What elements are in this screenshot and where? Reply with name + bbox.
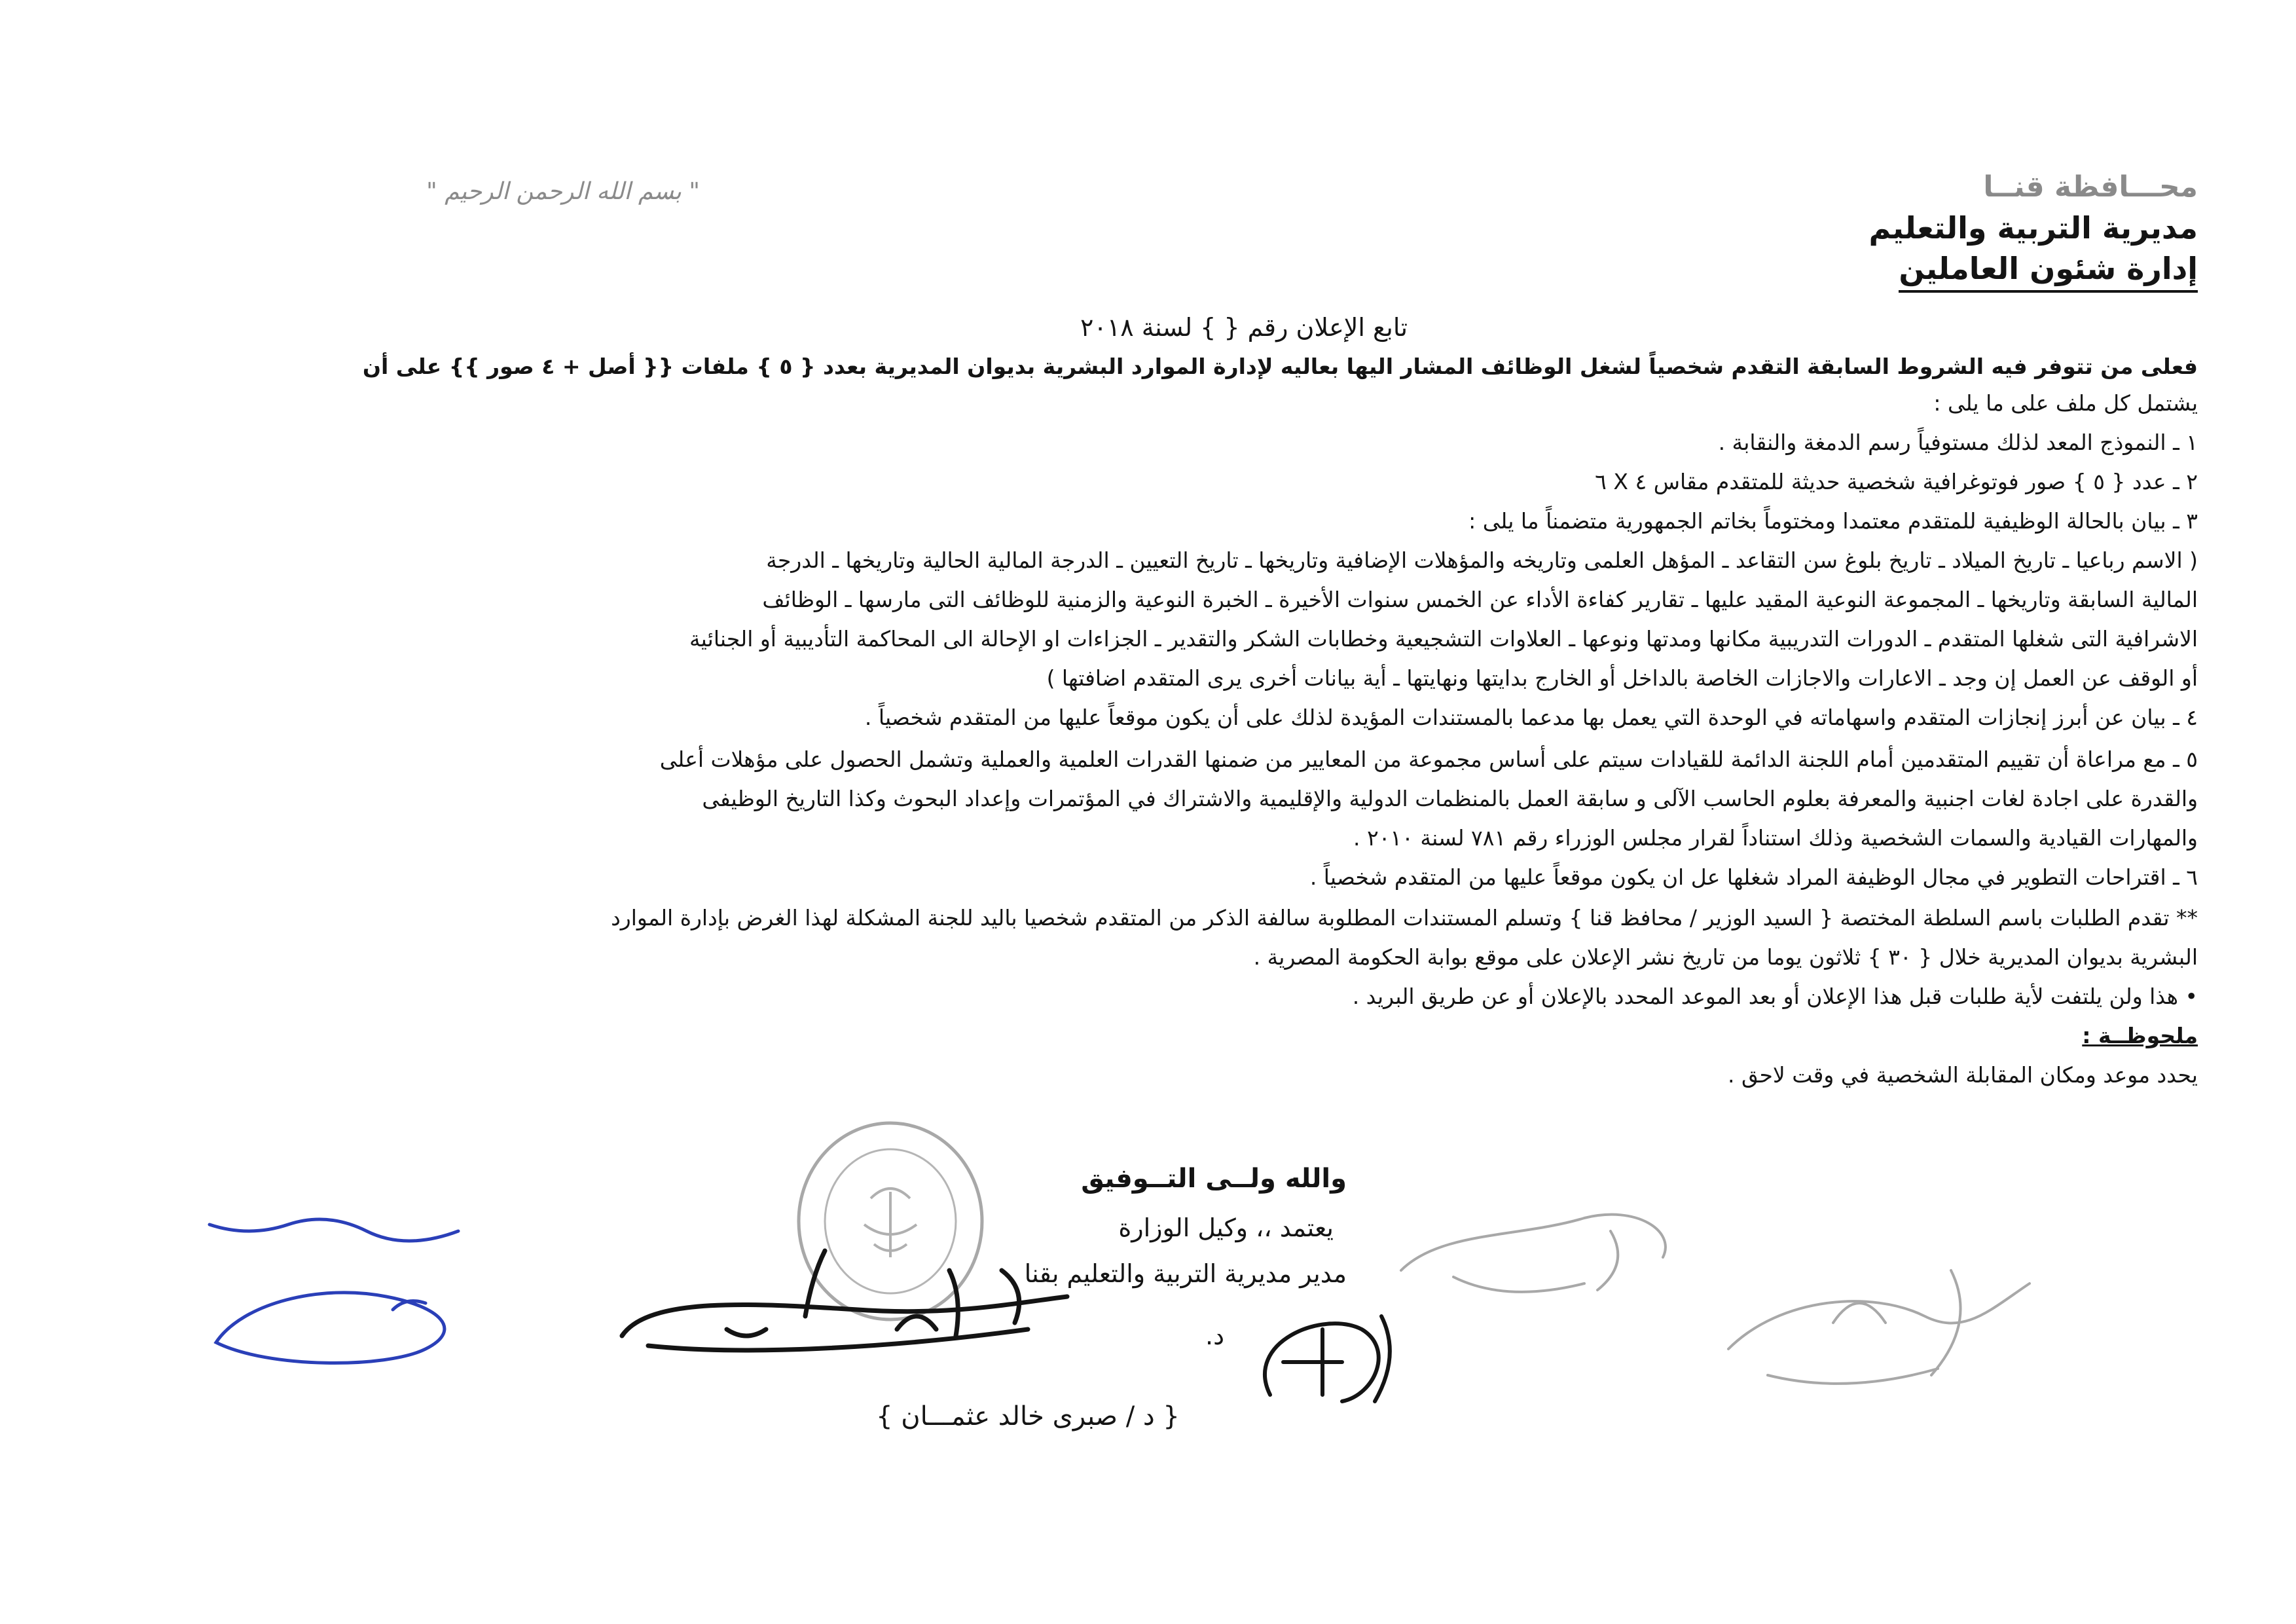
directorate-name: مديرية التربية والتعليم xyxy=(1868,210,2198,246)
salutation: والله ولــى التــوفيق xyxy=(1081,1164,1347,1194)
body-line-11: ٥ ـ مع مراعاة أن تقييم المتقدمين أمام اللجنة الدائمة للقيادات سيتم على أساس مجموعة من المعايير من ضمنها القدرات العلمية والعملية وتشمل الحصول على مؤهلات أعلى xyxy=(659,747,2198,772)
dr-prefix: د. xyxy=(1205,1321,1224,1350)
body-line-1: فعلى من تتوفر فيه الشروط السابقة التقدم شخصياً لشغل الوظائف المشار اليها بعاليه لإدارة الموارد البشرية بديوان المديرية بعدد { ٥ } ملفات {{ أصل + ٤ صور }} على أن xyxy=(362,354,2198,379)
basmala: " بسم الله الرحمن الرحيم " xyxy=(426,178,700,205)
body-line-2: يشتمل كل ملف على ما يلى : xyxy=(1933,390,2198,416)
approver-title: مدير مديرية التربية والتعليم بقنا xyxy=(1024,1259,1347,1288)
body-line-3: ١ ـ النموذج المعد لذلك مستوفياً رسم الدمغة والنقابة . xyxy=(1718,430,2198,455)
body-line-8: الاشرافية التى شغلها المتقدم ـ الدورات التدريبية مكانها ومدتها ونوعها ـ العلاوات التشجيعية وخطابات الشكر والتقدير ـ الجزاءات او الإحالة الى المحاكمة التأديبية أو الجنائية xyxy=(689,626,2198,652)
note-label: ملحوظــة : xyxy=(2082,1023,2198,1048)
body-line-10: ٤ ـ بيان عن أبرز إنجازات المتقدم واسهاماته في الوحدة التي يعمل بها مدعما بالمستندات المؤيدة لذلك على أن يكون موقعاً عليها من المتقدم شخصياً . xyxy=(864,705,2198,730)
approver-signature xyxy=(609,1231,1133,1388)
governorate-name: محـــافظة قنــا xyxy=(1983,170,2198,204)
department-name: إدارة شئون العاملين xyxy=(1899,248,2198,293)
body-line-14: ٦ ـ اقتراحات التطوير في مجال الوظيفة المراد شغلها عل ان يكون موقعاً عليها من المتقدم شخصياً . xyxy=(1309,864,2198,890)
note-text: يحدد موعد ومكان المقابلة الشخصية في وقت لاحق . xyxy=(1728,1062,2198,1088)
body-line-16: البشرية بديوان المديرية خلال { ٣٠ } ثلاثون يوما من تاريخ نشر الإعلان على موقع بوابة الحكومة المصرية . xyxy=(1253,944,2198,970)
announcement-title: تابع الإعلان رقم { } لسنة ٢٠١٨ xyxy=(1080,313,1408,342)
body-line-6: ( الاسم رباعيا ـ تاريخ الميلاد ـ تاريخ بلوغ سن التقاعد ـ المؤهل العلمى وتاريخه والمؤهلات الإضافية وتاريخها ـ تاريخ التعيين ـ الدرجة المالية الحالية وتاريخها ـ الدرجة xyxy=(766,547,2198,573)
body-text xyxy=(0,354,2296,1146)
body-line-7: المالية السابقة وتاريخها ـ المجموعة النوعية المقيد عليها ـ تقارير كفاءة الأداء عن الخمس سنوات الأخيرة ـ الخبرة النوعية والزمنية للوظائف التى مارسها ـ الوظائف xyxy=(762,587,2198,612)
body-line-15: ** تقدم الطلبات باسم السلطة المختصة { السيد الوزير / محافظ قنا } وتسلم المستندات المطلوبة سالفة الذكر من المتقدم شخصيا باليد للجنة المشكلة لهذا الغرض بإدارة الموارد xyxy=(611,905,2198,931)
body-line-5: ٣ ـ بيان بالحالة الوظيفية للمتقدم معتمدا ومختوماً بخاتم الجمهورية متضمناً ما يلى : xyxy=(1468,508,2198,534)
faint-signature-1 xyxy=(1388,1192,1702,1310)
approver-name: { د / صبرى خالد عثمـــان } xyxy=(876,1401,1180,1431)
faint-signature-2 xyxy=(1715,1244,2056,1414)
body-line-17: • هذا ولن يلتفت لأية طلبات قبل هذا الإعلان أو بعد الموعد المحدد بالإعلان أو عن طريق البريد . xyxy=(1352,984,2198,1009)
body-line-12: والقدرة على اجادة لغات اجنبية والمعرفة بعلوم الحاسب الآلى و سابقة العمل بالمنظمات الدولية والإقليمية والاشتراك في المؤتمرات وإعداد البحوث وكذا التاريخ الوظيفى xyxy=(702,786,2198,811)
blue-signature xyxy=(190,1205,498,1375)
body-line-13: والمهارات القيادية والسمات الشخصية وذلك استناداً لقرار مجلس الوزراء رقم ٧٨١ لسنة ٢٠١٠ . xyxy=(1353,825,2198,851)
header-block xyxy=(1740,167,2198,293)
initials-signature xyxy=(1244,1303,1414,1428)
approval-line: يعتمد ،، وكيل الوزارة xyxy=(1118,1213,1334,1242)
body-line-4: ٢ ـ عدد { ٥ } صور فوتوغرافية شخصية حديثة للمتقدم مقاس ٤ X ٦ xyxy=(1595,469,2198,494)
body-line-9: أو الوقف عن العمل إن وجد ـ الاعارات والاجازات الخاصة بالداخل أو الخارج بدايتها ونهايتها ـ أية بيانات أخرى يرى المتقدم اضافتها ) xyxy=(1046,665,2198,691)
